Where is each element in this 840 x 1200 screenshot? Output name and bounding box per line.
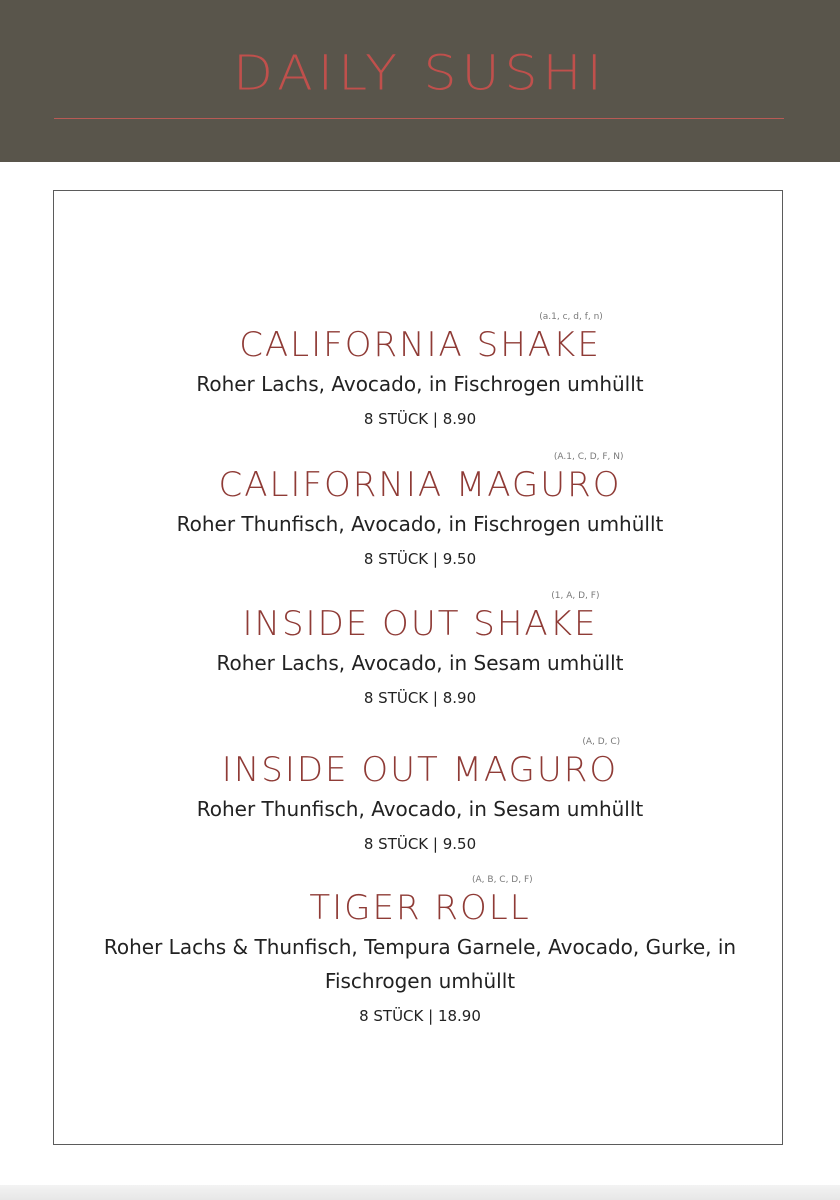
header-divider <box>54 118 784 119</box>
allergen-codes: (1, A, D, F) <box>551 591 600 601</box>
menu-item-price: 8 STÜCK | 8.90 <box>363 689 477 707</box>
menu-item-price: 8 STÜCK | 18.90 <box>359 1007 481 1025</box>
page-title: DAILY SUSHI <box>233 46 607 102</box>
menu-item <box>0 737 840 854</box>
menu-item-title: CALIFORNIA MAGURO <box>218 465 622 505</box>
menu-item-title-wrap <box>242 591 600 644</box>
menu-item-title: TIGER ROLL <box>309 888 531 928</box>
allergen-codes: (A, D, C) <box>582 737 621 747</box>
menu-item-description: Roher Thunfisch, Avocado, in Sesam umhüllt <box>196 797 644 821</box>
menu-item <box>0 452 840 569</box>
header-banner <box>0 0 840 162</box>
menu-item-description: Roher Thunfisch, Avocado, in Fischrogen umhüllt <box>176 512 664 536</box>
menu-item-description: Roher Lachs, Avocado, in Fischrogen umhüllt <box>196 372 644 396</box>
menu-item-description: Roher Lachs, Avocado, in Sesam umhüllt <box>216 651 624 675</box>
page-bottom-edge <box>0 1185 840 1200</box>
menu-item <box>0 591 840 708</box>
menu-item-description: Roher Lachs & Thunfisch, Tempura Garnele, Avocado, Gurke, in <box>103 935 737 959</box>
menu-item-title-wrap <box>221 737 621 790</box>
allergen-codes: (A, B, C, D, F) <box>472 875 533 885</box>
menu-item-title-wrap <box>309 875 533 928</box>
menu-item-title-wrap <box>218 452 624 505</box>
menu-item-price: 8 STÜCK | 9.50 <box>363 835 477 853</box>
menu-item <box>0 875 840 1026</box>
allergen-codes: (A.1, C, D, F, N) <box>553 452 624 462</box>
menu-item-title: INSIDE OUT SHAKE <box>242 604 598 644</box>
menu-item-title: INSIDE OUT MAGURO <box>221 750 619 790</box>
menu-item <box>0 312 840 429</box>
menu-item-title-wrap <box>239 312 603 365</box>
allergen-codes: (a.1, c, d, f, n) <box>539 312 603 322</box>
menu-item-title: CALIFORNIA SHAKE <box>239 325 601 365</box>
menu-item-price: 8 STÜCK | 9.50 <box>363 550 477 568</box>
menu-item-description-continued: Fischrogen umhüllt <box>324 969 516 993</box>
menu-item-price: 8 STÜCK | 8.90 <box>363 410 477 428</box>
